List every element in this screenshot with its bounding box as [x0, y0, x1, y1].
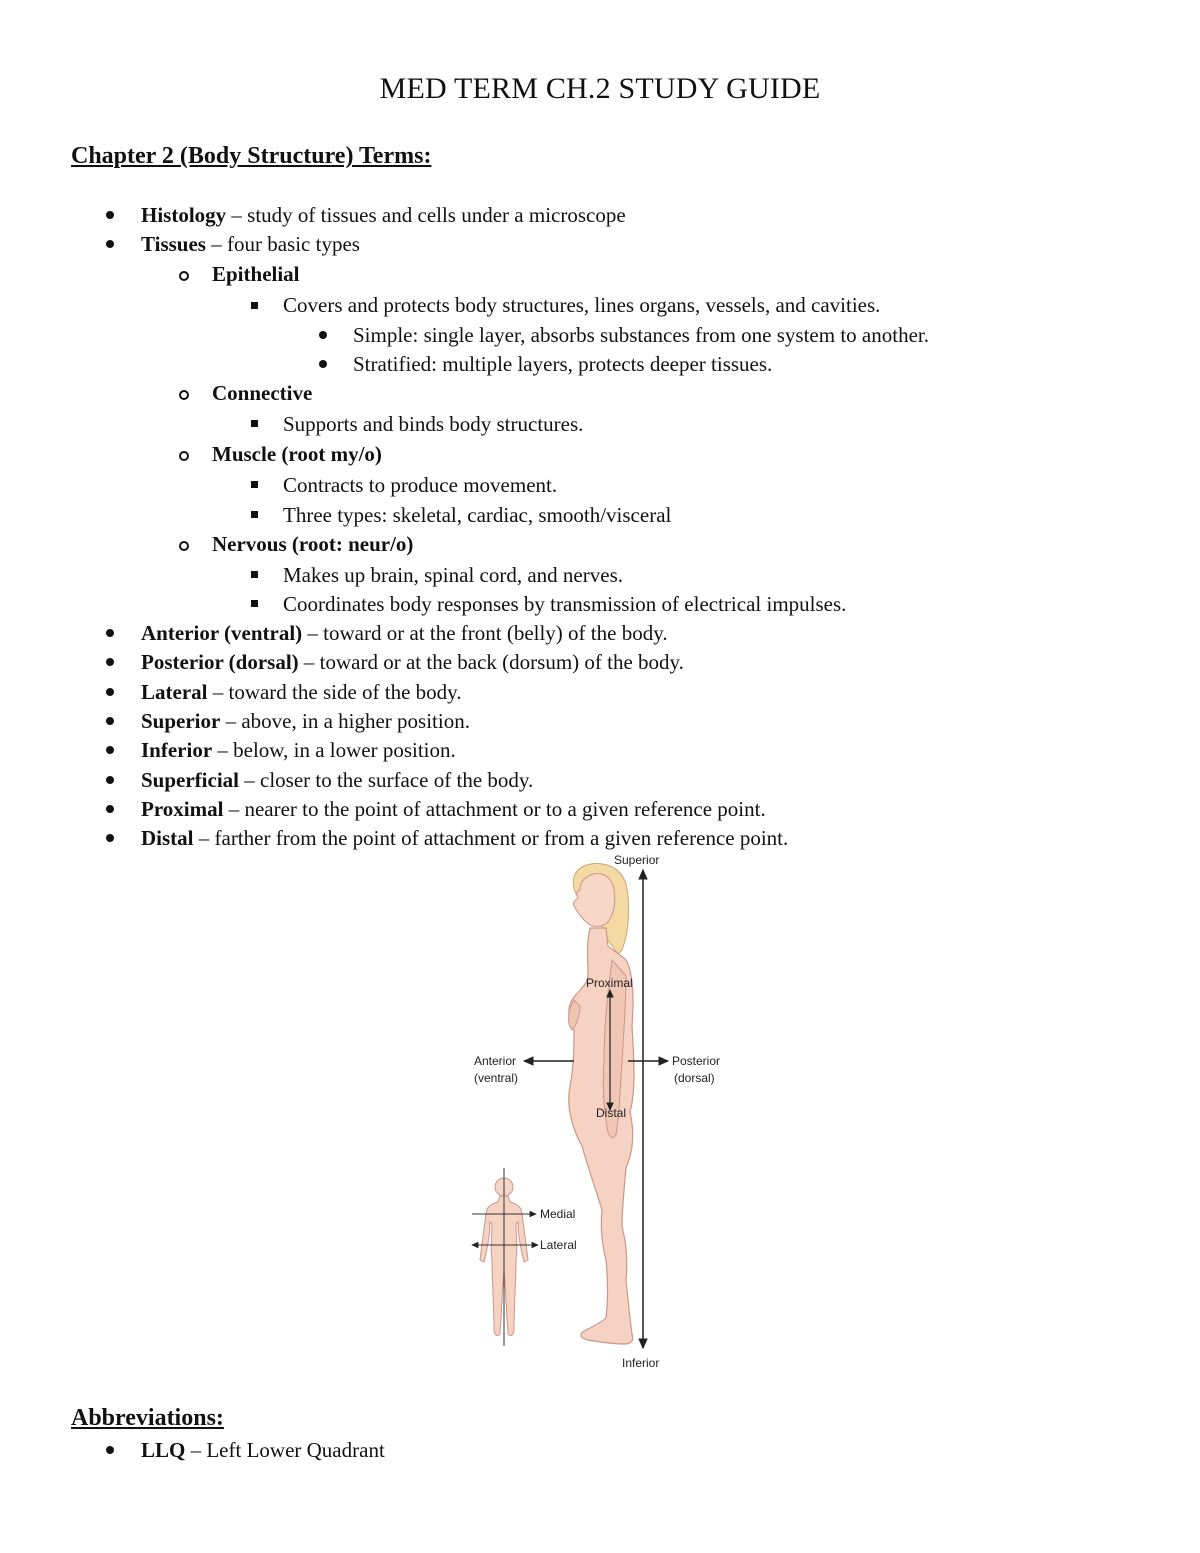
list-item-nervous-desc2: Coordinates body responses by transmission of electrical impulses. [283, 592, 847, 616]
list-item-histology [141, 201, 626, 229]
bullet-dot [106, 240, 114, 248]
bullet-dot [106, 776, 114, 784]
bullet-circle [179, 390, 189, 400]
label-anterior: Anterior [474, 1054, 517, 1068]
bullet-dot [106, 834, 114, 842]
abbreviations-heading: Abbreviations: [71, 1405, 224, 1431]
list-item-nervous [212, 530, 413, 558]
tissue-label: Epithelial [212, 262, 300, 286]
abbreviation-label: LLQ [141, 1438, 186, 1462]
term-label: Inferior [141, 738, 213, 762]
bullet-dot [106, 658, 114, 666]
bullet-square [251, 600, 258, 607]
label-inferior: Inferior [622, 1356, 660, 1370]
bullet-circle [179, 271, 189, 281]
list-item-muscle-desc2: Three types: skeletal, cardiac, smooth/visceral [283, 503, 672, 527]
term-definition: – above, in a higher position. [220, 709, 470, 733]
list-item-epithelial-desc: Covers and protects body structures, lines organs, vessels, and cavities. [283, 293, 881, 317]
term-label: Tissues [141, 232, 206, 256]
term-definition: – toward or at the back (dorsum) of the body. [298, 650, 684, 674]
bullet-dot [106, 629, 114, 637]
bullet-circle [179, 541, 189, 551]
list-item-inferior [141, 736, 456, 764]
list-item-superficial [141, 766, 533, 794]
term-label: Histology [141, 203, 227, 227]
list-item-muscle-desc1: Contracts to produce movement. [283, 473, 558, 497]
bullet-square [251, 571, 258, 578]
tissue-label: Nervous (root: neur/o) [212, 532, 414, 556]
list-item-superior [141, 707, 470, 735]
bullet-dot [106, 717, 114, 725]
anatomical-directions-figure [462, 850, 752, 1375]
term-definition: – study of tissues and cells under a microscope [226, 203, 626, 227]
term-label: Posterior (dorsal) [141, 650, 299, 674]
page-title: MED TERM CH.2 STUDY GUIDE [379, 72, 821, 105]
list-item-connective [212, 379, 312, 407]
bullet-square [251, 511, 258, 518]
list-item-posterior [141, 648, 684, 676]
tissue-label: Muscle (root my/o) [212, 442, 382, 466]
term-definition: – four basic types [205, 232, 360, 256]
label-medial: Medial [540, 1207, 576, 1221]
chapter-heading: Chapter 2 (Body Structure) Terms: [71, 143, 432, 169]
bullet-dot [106, 1446, 114, 1454]
term-label: Superficial [141, 768, 239, 792]
bullet-square [251, 302, 258, 309]
list-item-distal [141, 824, 788, 852]
list-item-connective-desc: Supports and binds body structures. [283, 412, 584, 436]
term-definition: – toward or at the front (belly) of the body. [302, 621, 668, 645]
term-definition: – toward the side of the body. [207, 680, 462, 704]
list-item-muscle [212, 440, 382, 468]
list-item-anterior [141, 619, 668, 647]
list-item-simple: Simple: single layer, absorbs substances from one system to another. [353, 323, 929, 347]
bullet-dot [106, 688, 114, 696]
term-label: Distal [141, 826, 194, 850]
term-definition: – below, in a lower position. [212, 738, 456, 762]
term-definition: – closer to the surface of the body. [239, 768, 534, 792]
term-label: Superior [141, 709, 221, 733]
tissue-label: Connective [212, 381, 313, 405]
bullet-dot [319, 360, 327, 368]
bullet-square [251, 420, 258, 427]
label-distal: Distal [596, 1106, 627, 1120]
list-item-epithelial [212, 260, 300, 288]
list-item-stratified: Stratified: multiple layers, protects deeper tissues. [353, 352, 773, 376]
label-ventral: (ventral) [474, 1071, 519, 1085]
bullet-dot [106, 211, 114, 219]
list-item-lateral [141, 678, 462, 706]
term-label: Lateral [141, 680, 208, 704]
list-item-llq [141, 1436, 385, 1464]
term-label: Proximal [141, 797, 224, 821]
bullet-dot [319, 331, 327, 339]
list-item-tissues [141, 230, 360, 258]
label-posterior: Posterior [672, 1054, 721, 1068]
abbreviation-meaning: – Left Lower Quadrant [185, 1438, 385, 1462]
bullet-square [251, 481, 258, 488]
term-definition: – farther from the point of attachment or from a given reference point. [193, 826, 789, 850]
bullet-dot [106, 746, 114, 754]
label-lateral: Lateral [540, 1238, 577, 1252]
bullet-dot [106, 805, 114, 813]
label-dorsal: (dorsal) [674, 1071, 715, 1085]
bullet-circle [179, 451, 189, 461]
body-side-view [568, 863, 634, 1344]
label-superior: Superior [614, 853, 660, 867]
term-definition: – nearer to the point of attachment or to a given reference point. [223, 797, 766, 821]
list-item-proximal [141, 795, 766, 823]
term-label: Anterior (ventral) [141, 621, 303, 645]
list-item-nervous-desc1: Makes up brain, spinal cord, and nerves. [283, 563, 623, 587]
label-proximal: Proximal [586, 976, 633, 990]
